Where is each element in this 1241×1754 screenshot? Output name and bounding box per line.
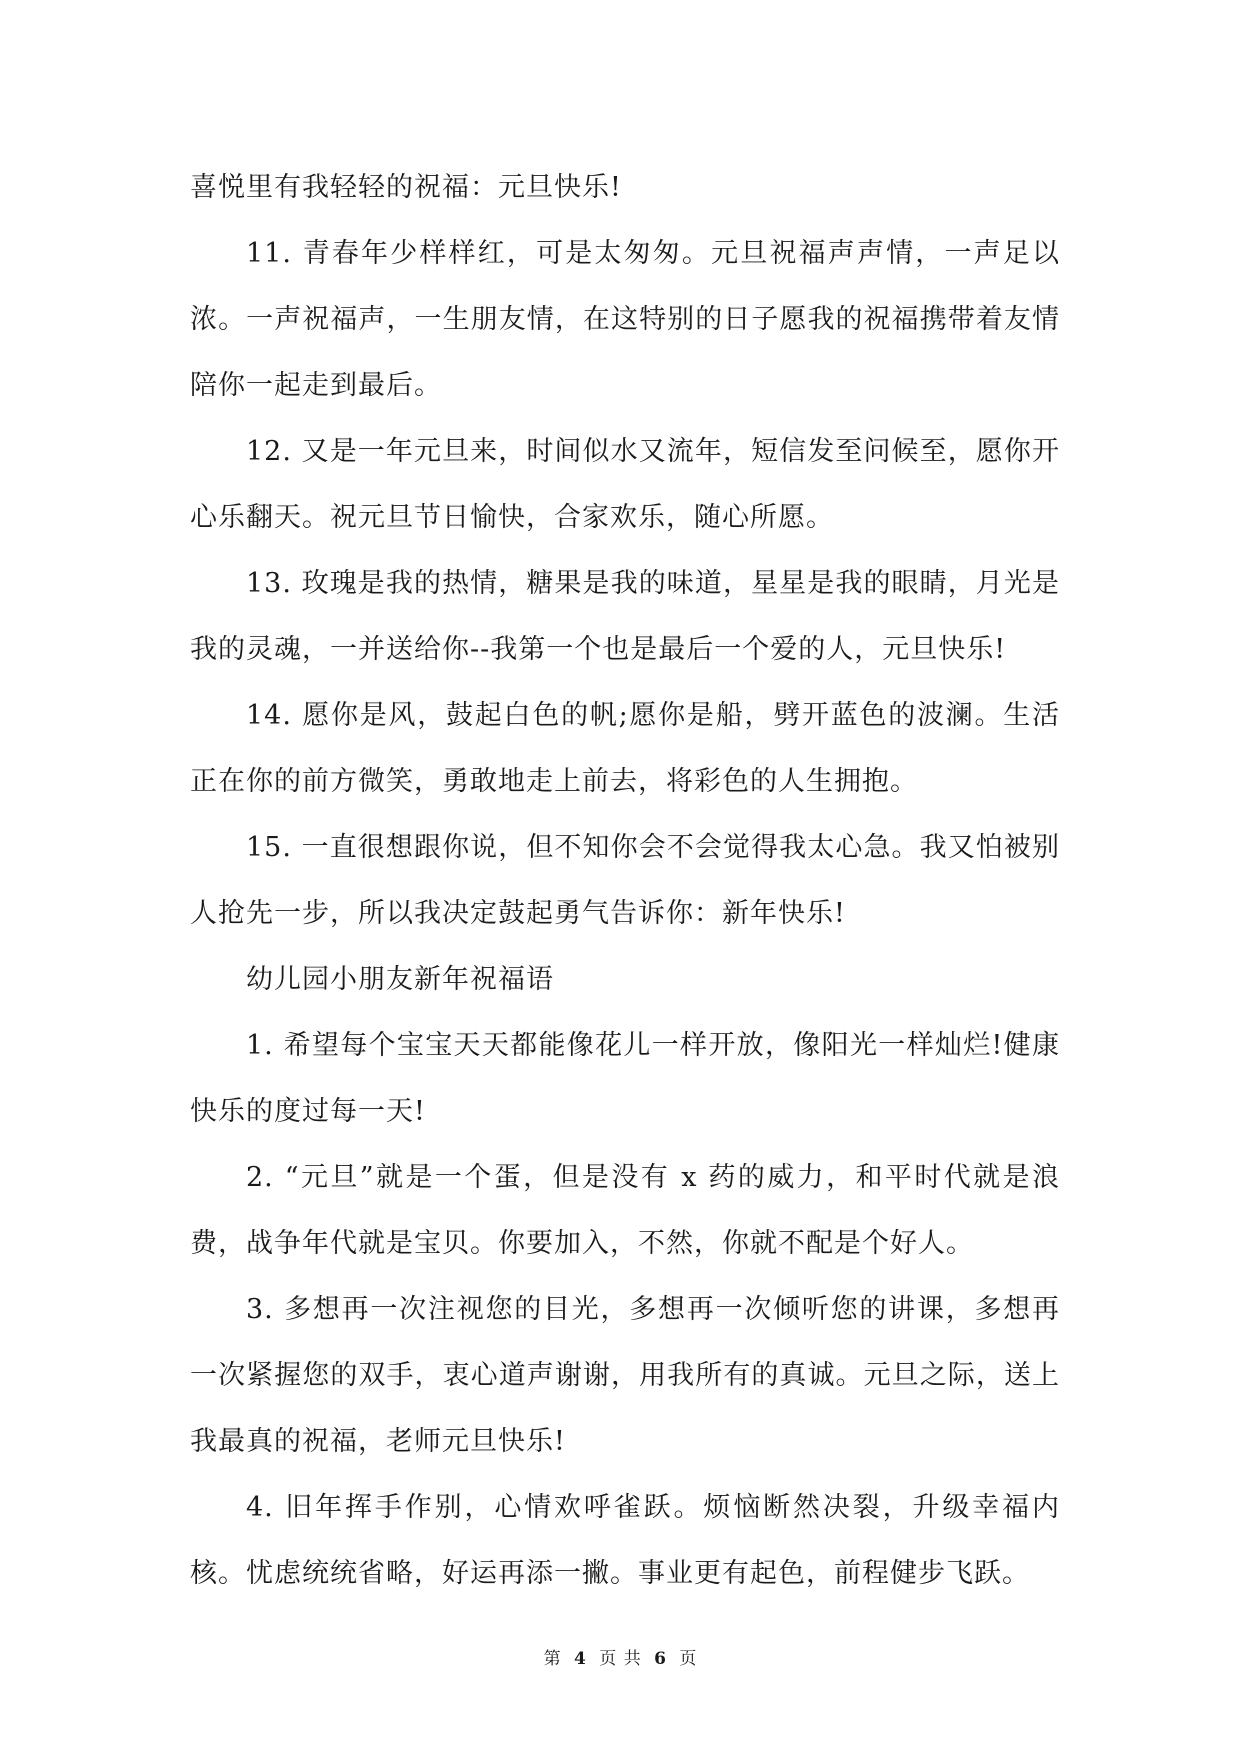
section-heading: 幼儿园小朋友新年祝福语: [246, 964, 554, 995]
paragraph: 14. 愿你是风，鼓起白色的帆;愿你是船，劈开蓝色的波澜。生活正在你的前方微笑，勇敢地走上前去，将彩色的人生拥抱。: [190, 700, 1060, 797]
page-footer: [0, 1644, 1241, 1669]
footer-middle: 页 共: [599, 1649, 642, 1669]
paragraph: 3. 多想再一次注视您的目光，多想再一次倾听您的讲课，多想再一次紧握您的双手，衷心道声谢谢，用我所有的真诚。元旦之际，送上我最真的祝福，老师元旦快乐!: [190, 1294, 1060, 1457]
paragraph: 4. 旧年挥手作别，心情欢呼雀跃。烦恼断然决裂，升级幸福内核。忧虑统统省略，好运再添一撇。事业更有起色，前程健步飞跃。: [190, 1492, 1060, 1589]
footer-prefix: 第: [543, 1649, 562, 1669]
total-pages-number: 6: [654, 1649, 667, 1669]
paragraph: 13. 玫瑰是我的热情，糖果是我的味道，星星是我的眼睛，月光是我的灵魂，一并送给你--我第一个也是最后一个爱的人，元旦快乐!: [190, 568, 1060, 665]
paragraph: 11. 青春年少样样红，可是太匆匆。元旦祝福声声情，一声足以浓。一声祝福声，一生朋友情，在这特别的日子愿我的祝福携带着友情陪你一起走到最后。: [190, 238, 1060, 401]
paragraph: 2. “元旦”就是一个蛋，但是没有 x 药的威力，和平时代就是浪费，战争年代就是宝贝。你要加入，不然，你就不配是个好人。: [190, 1162, 1060, 1259]
paragraph: 15. 一直很想跟你说，但不知你会不会觉得我太心急。我又怕被别人抢先一步，所以我决定鼓起勇气告诉你：新年快乐!: [190, 832, 1060, 929]
current-page-number: 4: [574, 1649, 587, 1669]
paragraph: 喜悦里有我轻轻的祝福：元旦快乐!: [190, 172, 622, 203]
paragraph: 12. 又是一年元旦来，时间似水又流年，短信发至问候至，愿你开心乐翻天。祝元旦节日愉快，合家欢乐，随心所愿。: [190, 436, 1060, 533]
footer-suffix: 页: [679, 1649, 698, 1669]
paragraph: 1. 希望每个宝宝天天都能像花儿一样开放，像阳光一样灿烂!健康快乐的度过每一天!: [190, 1030, 1060, 1127]
document-body: [190, 155, 1060, 1607]
